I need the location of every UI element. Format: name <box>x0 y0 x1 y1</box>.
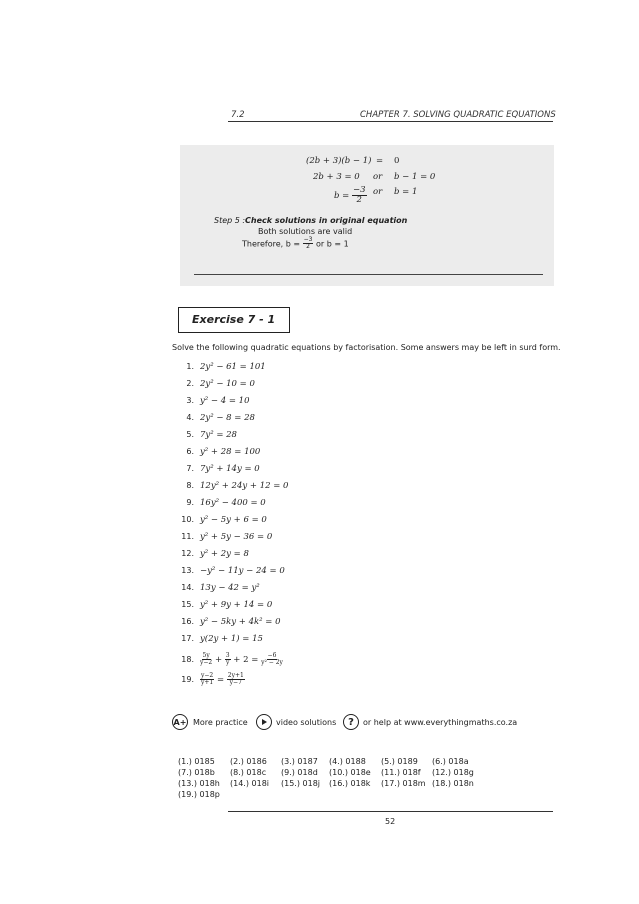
exercise-title: Exercise 7 - 1 <box>192 313 276 326</box>
chapter-title: CHAPTER 7. SOLVING QUADRATIC EQUATIONS <box>360 110 556 120</box>
therefore-den: 2 <box>306 243 310 251</box>
item-number: 14. <box>181 583 194 592</box>
item-equation: $\frac{5y}{y-2}$ + $\frac{3}{y}$ + 2 = $\frac{-6}{\text{y² − 2y}}$ <box>200 652 283 667</box>
frac: $\frac{3}{y}$ <box>225 652 230 667</box>
eq-line3-fraction <box>352 186 367 205</box>
eq-line1-eq: = <box>376 156 384 166</box>
eq-line2-or: or <box>373 172 383 182</box>
item-number: 12. <box>181 549 194 558</box>
exercise-item <box>172 600 272 610</box>
solution-code[interactable]: (6.) 018a <box>432 757 469 766</box>
exercise-item <box>172 583 260 593</box>
exercise-item <box>172 566 285 576</box>
exercise-item <box>172 617 281 627</box>
item-number: 11. <box>181 532 194 541</box>
therefore-post: or b = 1 <box>316 239 349 249</box>
item-number: 4. <box>186 413 194 422</box>
item-equation: y² − 4 = 10 <box>200 396 250 406</box>
item-equation: y² + 2y = 8 <box>200 549 249 559</box>
page-number: 52 <box>385 817 396 826</box>
item-equation: −y² − 11y − 24 = 0 <box>200 566 285 576</box>
exercise-item <box>172 653 283 667</box>
item-equation: 12y² + 24y + 12 = 0 <box>200 481 289 491</box>
eq-line1-rhs: 0 <box>394 156 400 166</box>
item-number: 2. <box>186 379 194 388</box>
exercise-item <box>172 396 250 406</box>
solution-code[interactable]: (8.) 018c <box>230 768 267 777</box>
exercise-item <box>172 447 260 457</box>
item-number: 16. <box>181 617 194 626</box>
solution-code[interactable]: (18.) 018n <box>432 779 474 788</box>
help-icon[interactable]: ? <box>343 714 359 730</box>
eq-line1-lhs: (2b + 3)(b − 1) <box>306 156 372 166</box>
header-rule <box>228 121 553 122</box>
therefore-fraction <box>303 237 314 251</box>
exercise-item <box>172 498 266 508</box>
item-number: 13. <box>181 566 194 575</box>
item-equation: 2y² − 10 = 0 <box>200 379 255 389</box>
item-number: 17. <box>181 634 194 643</box>
item-number: 10. <box>181 515 194 524</box>
valid-text: Both solutions are valid <box>258 227 353 236</box>
step-label: Step 5 : <box>214 216 246 225</box>
solution-code[interactable]: (2.) 0186 <box>230 757 267 766</box>
footer-rule <box>228 811 553 812</box>
item-equation: 7y² + 14y = 0 <box>200 464 260 474</box>
item-number: 9. <box>186 498 194 507</box>
practice-icon[interactable]: A+ <box>172 714 188 730</box>
exercise-item <box>172 634 263 644</box>
exercise-item <box>172 515 267 525</box>
item-number: 1. <box>186 362 194 371</box>
solution-code[interactable]: (14.) 018i <box>230 779 269 788</box>
solution-code[interactable]: (1.) 0185 <box>178 757 215 766</box>
frac: $\frac{2y+1}{y-7}$ <box>227 672 244 687</box>
item-equation: 2y² − 8 = 28 <box>200 413 255 423</box>
frac: $\frac{5y}{y-2}$ <box>200 652 213 667</box>
solution-code[interactable]: (12.) 018g <box>432 768 474 777</box>
solution-code[interactable]: (13.) 018h <box>178 779 220 788</box>
exercise-item <box>172 549 249 559</box>
item-number: 19. <box>181 675 194 685</box>
solution-code[interactable]: (3.) 0187 <box>281 757 318 766</box>
exercise-item <box>172 379 255 389</box>
solution-code[interactable]: (17.) 018m <box>381 779 426 788</box>
item-equation: y² + 5y − 36 = 0 <box>200 532 273 542</box>
item-number: 8. <box>186 481 194 490</box>
eq-line3 <box>334 186 367 205</box>
exercise-item <box>172 532 272 542</box>
item-equation: 13y − 42 = y² <box>200 583 260 593</box>
play-icon[interactable] <box>256 714 272 730</box>
help-link[interactable]: or help at www.everythingmaths.co.za <box>363 718 518 727</box>
exercise-item <box>172 413 255 423</box>
solution-code[interactable]: (9.) 018d <box>281 768 318 777</box>
video-link[interactable]: video solutions <box>276 718 337 727</box>
item-equation: y² − 5ky + 4k² = 0 <box>200 617 281 627</box>
practice-link[interactable]: More practice <box>193 718 248 727</box>
item-number: 3. <box>186 396 194 405</box>
section-number: 7.2 <box>231 110 245 120</box>
eq-line2-a: 2b + 3 = 0 <box>313 172 360 182</box>
exercise-instruction: Solve the following quadratic equations by factorisation. Some answers may be left in surd form. <box>172 343 561 352</box>
therefore-line <box>242 237 349 251</box>
exercise-item <box>172 673 245 687</box>
solution-code[interactable]: (15.) 018j <box>281 779 320 788</box>
solution-code[interactable]: (4.) 0188 <box>329 757 366 766</box>
item-number: 18. <box>181 655 194 665</box>
item-number: 5. <box>186 430 194 439</box>
therefore-pre: Therefore, b = <box>242 239 301 249</box>
frac: $\frac{y-2}{y+1}$ <box>201 672 214 687</box>
step-title: Check solutions in original equation <box>245 216 408 225</box>
solution-code[interactable]: (10.) 018e <box>329 768 371 777</box>
solution-code[interactable]: (19.) 018p <box>178 790 220 799</box>
frac: $\frac{-6}{\text{y² − 2y}}$ <box>261 652 283 667</box>
item-equation: y(2y + 1) = 15 <box>200 634 263 644</box>
eq-line3-c: b = 1 <box>394 187 418 197</box>
item-equation: 2y² − 61 = 101 <box>200 362 266 372</box>
eq-line3-den: 2 <box>356 194 362 205</box>
eq-line3-b: b = <box>334 190 350 201</box>
eq-line2-b: b − 1 = 0 <box>394 172 436 182</box>
item-equation: 16y² − 400 = 0 <box>200 498 266 508</box>
solution-code[interactable]: (16.) 018k <box>329 779 371 788</box>
item-equation: 7y² = 28 <box>200 430 237 440</box>
eq-line3-num: −3 <box>352 185 366 195</box>
item-number: 6. <box>186 447 194 456</box>
therefore-num: −3 <box>303 236 313 243</box>
exercise-item <box>172 481 288 491</box>
exercise-item <box>172 362 266 372</box>
exercise-item <box>172 430 237 440</box>
solution-code[interactable]: (7.) 018b <box>178 768 215 777</box>
eq-line3-or: or <box>373 187 383 197</box>
item-number: 15. <box>181 600 194 609</box>
solution-code[interactable]: (5.) 0189 <box>381 757 418 766</box>
box-rule <box>194 274 543 275</box>
item-equation: y² − 5y + 6 = 0 <box>200 515 267 525</box>
item-number: 7. <box>186 464 194 473</box>
item-equation: y² + 9y + 14 = 0 <box>200 600 273 610</box>
solution-code[interactable]: (11.) 018f <box>381 768 421 777</box>
item-equation: $\frac{y-2}{y+1}$ = $\frac{2y+1}{y-7}$ <box>201 672 244 687</box>
item-equation: y² + 28 = 100 <box>200 447 261 457</box>
exercise-item <box>172 464 260 474</box>
